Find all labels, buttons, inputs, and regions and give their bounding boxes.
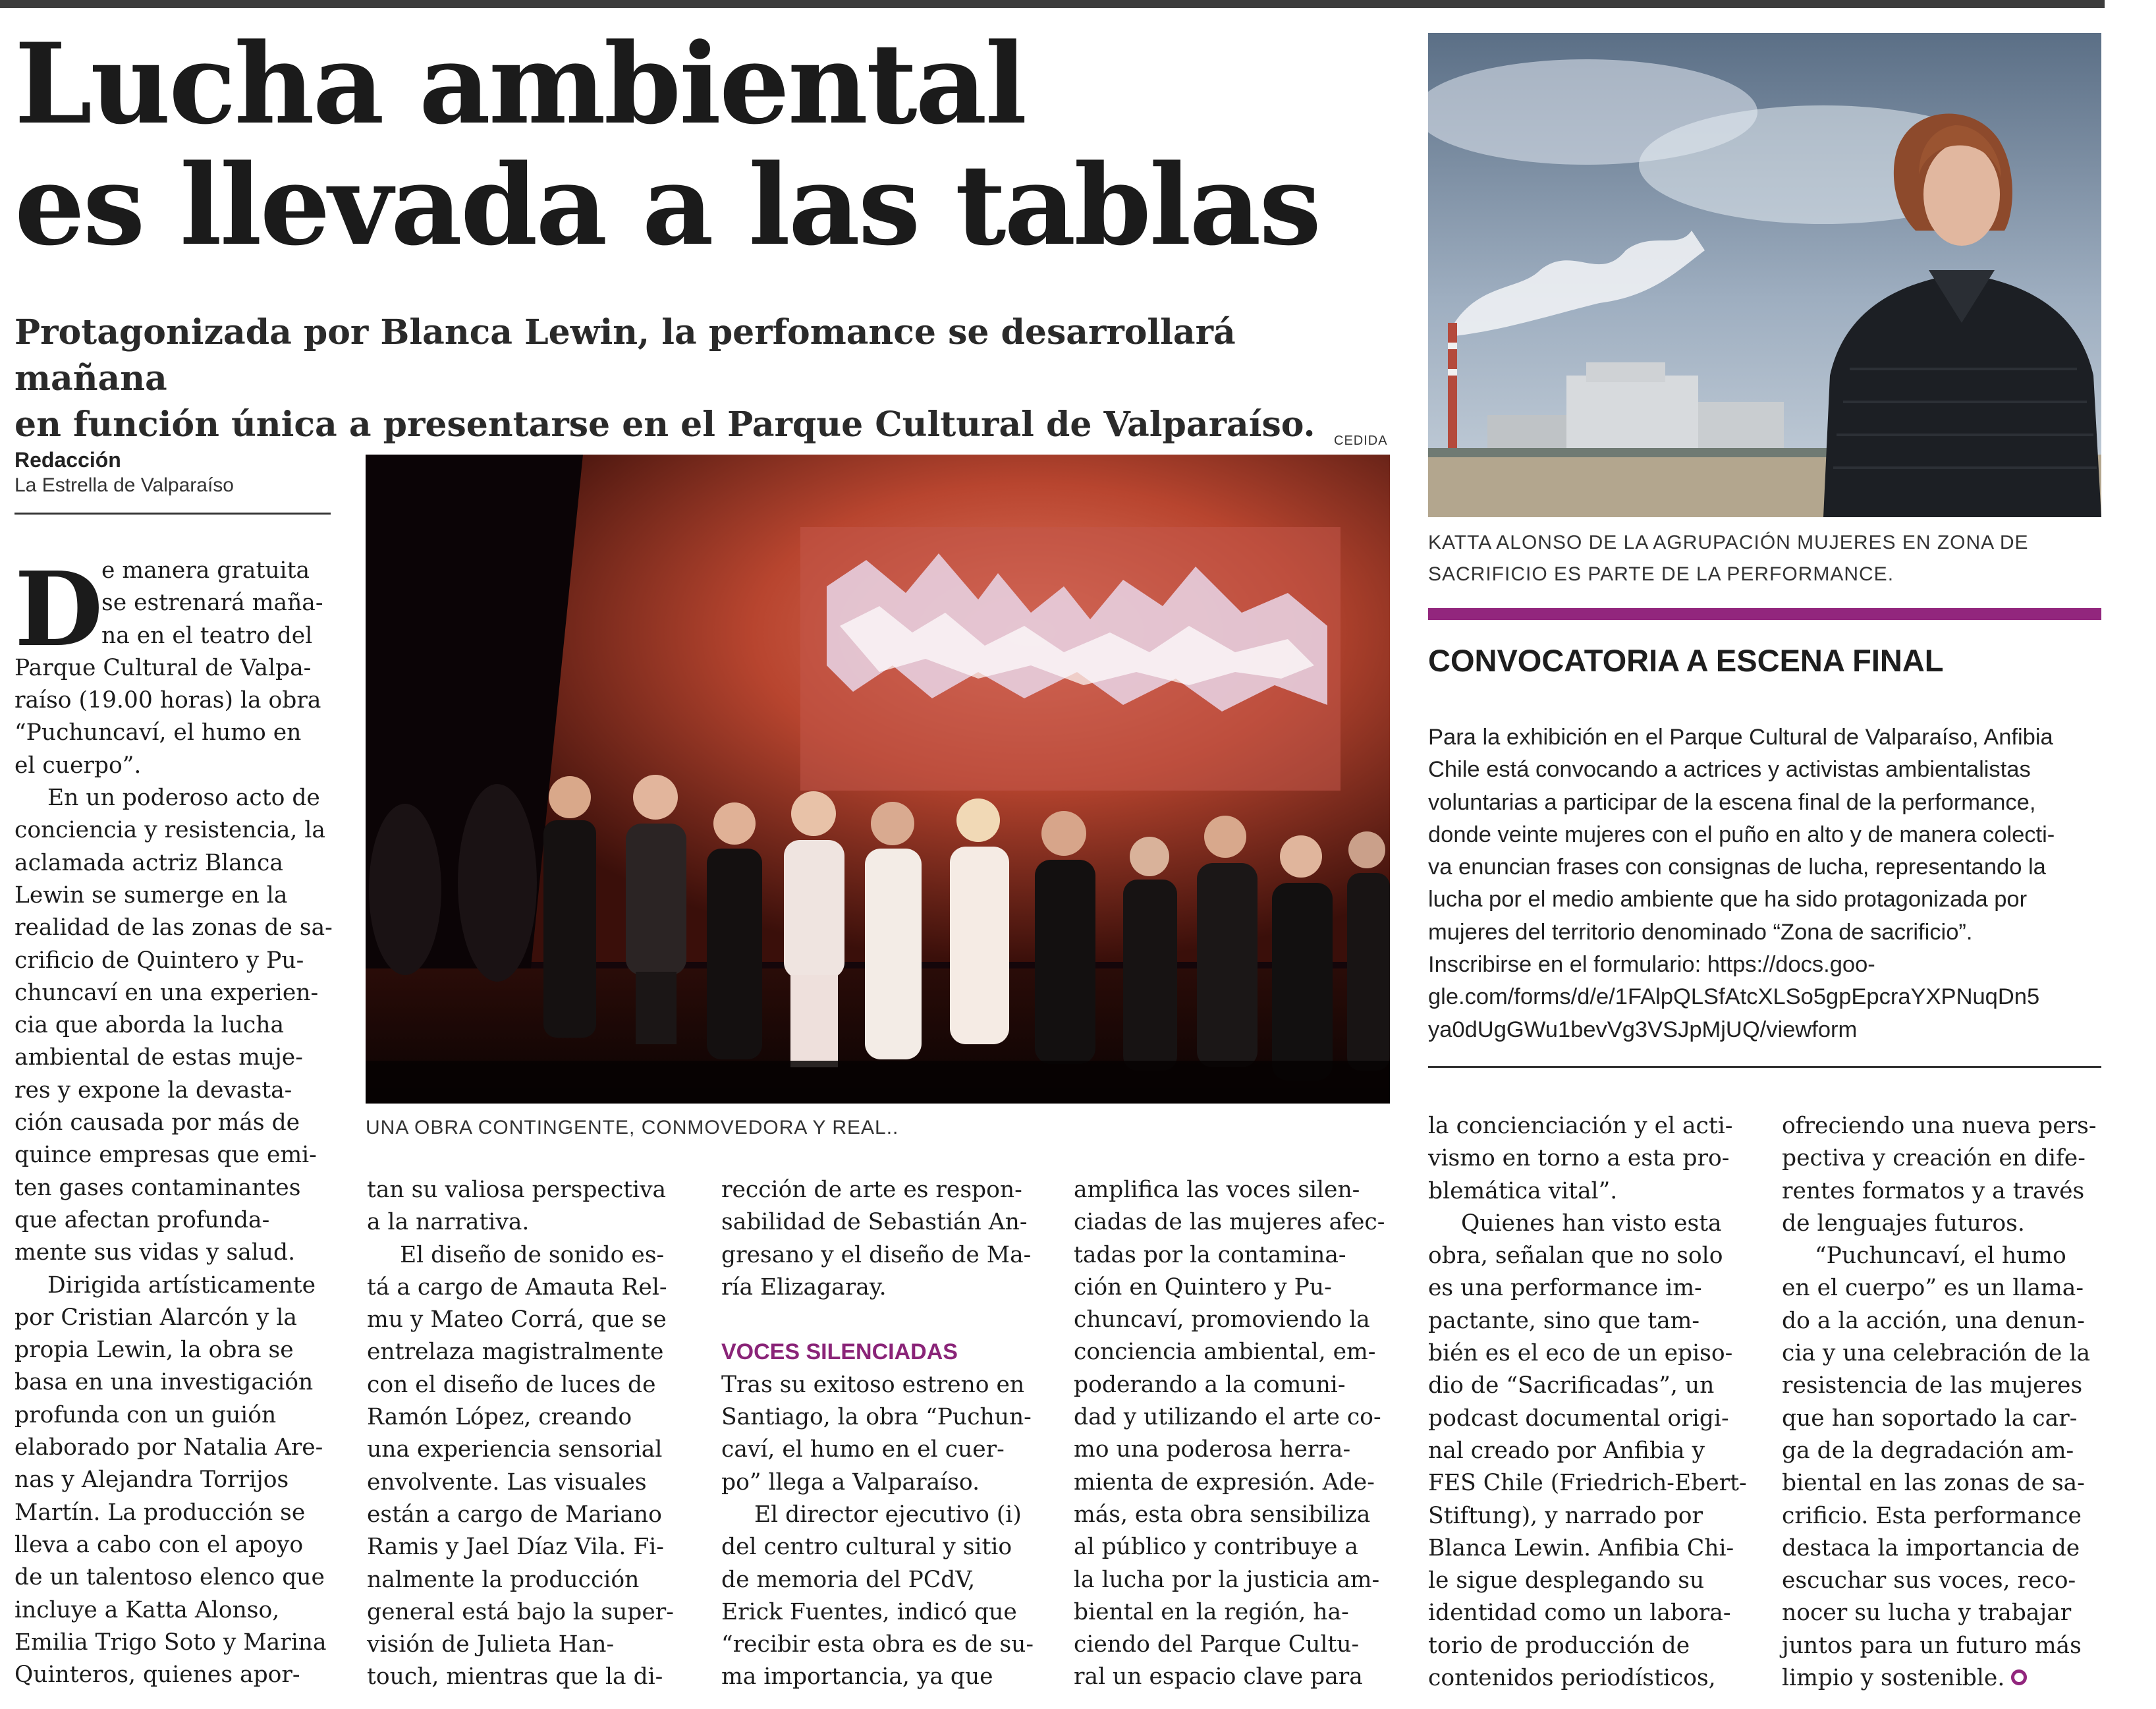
headline-line-2: es llevada a las tablas [14, 140, 1320, 270]
body-line: Blanca Lewin. Anfibia Chi- [1428, 1534, 1734, 1561]
body-line: ciadas de las mujeres afec- [1074, 1209, 1385, 1236]
body-line: contenidos periodísticos, [1428, 1665, 1716, 1692]
body-line: cia y una celebración de la [1782, 1340, 2091, 1367]
box-line: va enuncian frases con consignas de lucha, representando la [1428, 854, 2046, 880]
body-line: “Puchuncaví, el humo [1815, 1243, 2066, 1270]
body-line: Stiftung), y narrado por [1428, 1502, 1703, 1529]
body-line: que han soportado la car- [1782, 1405, 2078, 1432]
sidebar-box-title: CONVOCATORIA A ESCENA FINAL [1428, 643, 1944, 678]
body-line: mo una poderosa herra- [1074, 1436, 1351, 1463]
body-line: de un talentoso elenco que [14, 1564, 325, 1591]
body-line: ción causada por más de [14, 1109, 300, 1136]
body-line: Santiago, la obra “Puchun- [721, 1404, 1032, 1431]
body-line: dio de “Sacrificadas”, un [1428, 1372, 1715, 1399]
body-line: ción en Quintero y Pu- [1074, 1274, 1332, 1301]
headline [14, 18, 1391, 270]
body-line: bién es el eco de un episo- [1428, 1340, 1733, 1367]
body-line: torio de producción de [1428, 1632, 1690, 1659]
body-line: chuncaví en una experien- [14, 979, 319, 1006]
body-line: realidad de las zonas de sa- [14, 914, 333, 941]
body-line [721, 1304, 1041, 1336]
body-line: ma importancia, ya que [721, 1664, 993, 1691]
body-line: profunda con un guión [14, 1401, 277, 1428]
body-line: del centro cultural y sitio [721, 1534, 1012, 1561]
body-line: biental en las zonas de sa- [1782, 1470, 2085, 1497]
side-photo-caption [1428, 527, 2101, 590]
body-line: po” llega a Valparaíso. [721, 1469, 980, 1496]
body-line: pactante, sino que tam- [1428, 1307, 1700, 1334]
body-line: destaca la importancia de [1782, 1534, 2080, 1561]
body-line: Erick Fuentes, indicó que [721, 1598, 1017, 1625]
body-line: visión de Julieta Han- [367, 1631, 615, 1658]
body-line: escuchar sus voces, reco- [1782, 1567, 2076, 1594]
body-line: incluye a Katta Alonso, [14, 1596, 280, 1623]
body-line: Quienes han visto esta [1461, 1210, 1722, 1237]
body-line: rección de arte es respon- [721, 1177, 1022, 1203]
body-line: mente sus vidas y salud. [14, 1239, 296, 1266]
body-line: e manera gratuita [101, 557, 310, 584]
deck-line-1: Protagonizada por Blanca Lewin, la perfomance se desarrollará mañana [14, 312, 1236, 399]
body-line: resistencia de las mujeres [1782, 1372, 2083, 1399]
main-photo [366, 455, 1390, 1104]
body-line: se estrenará maña- [101, 590, 323, 617]
body-line: lleva a cabo con el apoyo [14, 1531, 304, 1558]
body-line: en el cuerpo” es un llama- [1782, 1275, 2084, 1302]
body-line: ciendo del Parque Cultu- [1074, 1631, 1360, 1658]
body-line: aclamada actriz Blanca [14, 849, 283, 876]
body-line: Martín. La producción se [14, 1499, 306, 1526]
sidebar-box-body [1428, 721, 2101, 1046]
box-line: gle.com/forms/d/e/1FAlpQLSfAtcXLSo5gpEpcraYXPNuqDn5 [1428, 984, 2040, 1010]
body-line: envolvente. Las visuales [367, 1469, 647, 1496]
body-line: juntos para un futuro más [1782, 1632, 2082, 1659]
body-line: ga de la degradación am- [1782, 1437, 2074, 1464]
body-line: “recibir esta obra es de su- [721, 1631, 1034, 1658]
body-line: obra, señalan que no solo [1428, 1243, 1723, 1270]
body-line: nal creado por Anfibia y [1428, 1437, 1705, 1464]
body-line: El director ejecutivo (i) [754, 1501, 1022, 1528]
body-line: conciencia y resistencia, la [14, 817, 325, 844]
body-line: le sigue desplegando su [1428, 1567, 1705, 1594]
sidebar-box-divider [1428, 1066, 2101, 1068]
byline-publication: La Estrella de Valparaíso [14, 474, 234, 496]
drop-cap: D [14, 549, 103, 669]
body-line: una experiencia sensorial [367, 1436, 663, 1463]
body-line: elaborado por Natalia Are- [14, 1434, 323, 1461]
body-line: nocer su lucha y trabajar [1782, 1600, 2072, 1627]
body-line: cia que aborda la lucha [14, 1012, 285, 1039]
body-line: entrelaza magistralmente [367, 1339, 664, 1366]
body-line: vismo en torno a esta pro- [1428, 1145, 1730, 1172]
body-line: están a cargo de Mariano [367, 1501, 662, 1528]
body-line: mu y Mateo Corrá, que se [367, 1306, 667, 1333]
body-line: quince empresas que emi- [14, 1142, 317, 1169]
body-line: por Cristian Alarcón y la [14, 1304, 297, 1331]
body-line: Ramón López, creando [367, 1404, 632, 1431]
body-line: propia Lewin, la obra se [14, 1337, 294, 1364]
body-line: na en el teatro del [101, 622, 313, 649]
box-line: donde veinte mujeres con el puño en alto y de manera colecti- [1428, 822, 2055, 847]
deck-line-2: en función única a presentarse en el Parque Cultural de Valparaíso. [14, 405, 1315, 445]
body-column-5 [1428, 1110, 1748, 1695]
photo-credit: CEDIDA [1334, 434, 1388, 448]
body-line: tan su valiosa perspectiva [367, 1177, 667, 1203]
body-line-last [1782, 1662, 2101, 1695]
body-line: raíso (19.00 horas) la obra [14, 687, 321, 714]
body-line: rentes formatos y a través [1782, 1177, 2085, 1204]
sidebar-accent-bar [1428, 608, 2101, 620]
box-line: mujeres del territorio denominado “Zona de sacrificio”. [1428, 919, 1973, 945]
body-line: ría Elizagaray. [721, 1274, 887, 1301]
headline-line-1: Lucha ambiental [14, 18, 1026, 149]
body-line: tá a cargo de Amauta Rel- [367, 1274, 667, 1301]
body-line: Ramis y Jael Díaz Vila. Fi- [367, 1534, 664, 1561]
top-rule [0, 0, 2105, 8]
body-line: biental en la región, ha- [1074, 1598, 1349, 1625]
box-line: Para la exhibición en el Parque Cultural de Valparaíso, Anfibia [1428, 725, 2053, 750]
body-line: Emilia Trigo Soto y Marina [14, 1629, 327, 1656]
body-line: chuncaví, promoviendo la [1074, 1306, 1370, 1333]
body-line: En un poderoso acto de [47, 785, 320, 812]
body-line: de memoria del PCdV, [721, 1566, 976, 1593]
body-line: el cuerpo”. [14, 752, 142, 779]
body-line: general está bajo la super- [367, 1598, 674, 1625]
body-line: blemática vital”. [1428, 1177, 1618, 1204]
body-line: al público y contribuye a [1074, 1534, 1358, 1561]
body-line: poderando a la comuni- [1074, 1371, 1346, 1398]
body-line: Tras su exitoso estreno en [721, 1371, 1025, 1398]
body-line: nas y Alejandra Torrijos [14, 1467, 289, 1494]
body-line: crificio. Esta performance [1782, 1502, 2082, 1529]
body-line: pectiva y creación en dife- [1782, 1145, 2086, 1172]
body-line: tadas por la contamina- [1074, 1241, 1346, 1268]
byline-divider [14, 513, 331, 515]
body-line: ral un espacio clave para [1074, 1664, 1363, 1691]
body-column-1 [14, 549, 334, 1691]
body-column-2 [367, 1174, 686, 1694]
body-line: la lucha por la justicia am- [1074, 1566, 1380, 1593]
body-line: gresano y el diseño de Ma- [721, 1241, 1032, 1268]
body-line: El diseño de sonido es- [400, 1241, 665, 1268]
body-line: “Puchuncaví, el humo en [14, 719, 302, 746]
body-line: Lewin se sumerge en la [14, 882, 288, 909]
body-column-6 [1782, 1110, 2101, 1695]
body-line: identidad como un labora- [1428, 1600, 1731, 1627]
body-line: basa en una investigación [14, 1369, 314, 1396]
side-caption-line-1: KATTA ALONSO DE LA AGRUPACIÓN MUJERES EN ZONA DE [1428, 532, 2029, 553]
body-line: ambiental de estas muje- [14, 1044, 303, 1071]
body-line: mienta de expresión. Ade- [1074, 1469, 1375, 1496]
main-photo-caption: UNA OBRA CONTINGENTE, CONMOVEDORA Y REAL.. [366, 1117, 899, 1138]
body-line: ofreciendo una nueva pers- [1782, 1113, 2097, 1139]
body-line: ten gases contaminantes [14, 1174, 301, 1201]
body-line: sabilidad de Sebastián An- [721, 1209, 1028, 1236]
body-line: podcast documental origi- [1428, 1405, 1729, 1432]
body-line: res y expone la devasta- [14, 1077, 292, 1104]
box-line: Chile está convocando a actrices y activistas ambientalistas [1428, 757, 2031, 783]
box-line: lucha por el medio ambiente que ha sido protagonizada por [1428, 887, 2028, 912]
body-line: Quinteros, quienes apor- [14, 1662, 300, 1689]
body-line: Dirigida artísticamente [47, 1272, 316, 1299]
body-line: nalmente la producción [367, 1566, 640, 1593]
body-line: FES Chile (Friedrich-Ebert- [1428, 1470, 1747, 1497]
end-mark-icon [2011, 1669, 2027, 1685]
subhead-voces-silenciadas: VOCES SILENCIADAS [721, 1339, 958, 1365]
body-line: do a la acción, una denun- [1782, 1307, 2085, 1334]
byline-name: Redacción [14, 448, 121, 472]
body-line: conciencia ambiental, em- [1074, 1339, 1376, 1366]
body-line: touch, mientras que la di- [367, 1664, 663, 1691]
body-line: con el diseño de luces de [367, 1371, 656, 1398]
body-line: de lenguajes futuros. [1782, 1210, 2025, 1237]
deck [14, 310, 1391, 448]
body-line: es una performance im- [1428, 1275, 1702, 1302]
box-line: ya0dUgGWu1bevVg3VSJpMjUQ/viewform [1428, 1017, 1858, 1042]
body-line-text: limpio y sostenible. [1782, 1665, 2005, 1692]
body-line: más, esta obra sensibiliza [1074, 1501, 1371, 1528]
box-line: voluntarias a participar de la escena final de la performance, [1428, 789, 2036, 815]
body-line: Parque Cultural de Valpa- [14, 654, 312, 681]
body-line: amplifica las voces silen- [1074, 1177, 1360, 1203]
body-column-4 [1074, 1174, 1393, 1694]
body-line: que afectan profunda- [14, 1206, 270, 1233]
side-photo [1428, 33, 2101, 517]
box-line: Inscribirse en el formulario: https://docs.goo- [1428, 952, 1875, 978]
body-line: la concienciación y el acti- [1428, 1113, 1733, 1139]
body-line: a la narrativa. [367, 1209, 530, 1236]
side-caption-line-2: SACRIFICIO ES PARTE DE LA PERFORMANCE. [1428, 563, 1894, 585]
body-line: dad y utilizando el arte co- [1074, 1404, 1381, 1431]
body-column-3 [721, 1174, 1041, 1694]
body-line: caví, el humo en el cuer- [721, 1436, 1005, 1463]
body-line: crificio de Quintero y Pu- [14, 947, 304, 974]
